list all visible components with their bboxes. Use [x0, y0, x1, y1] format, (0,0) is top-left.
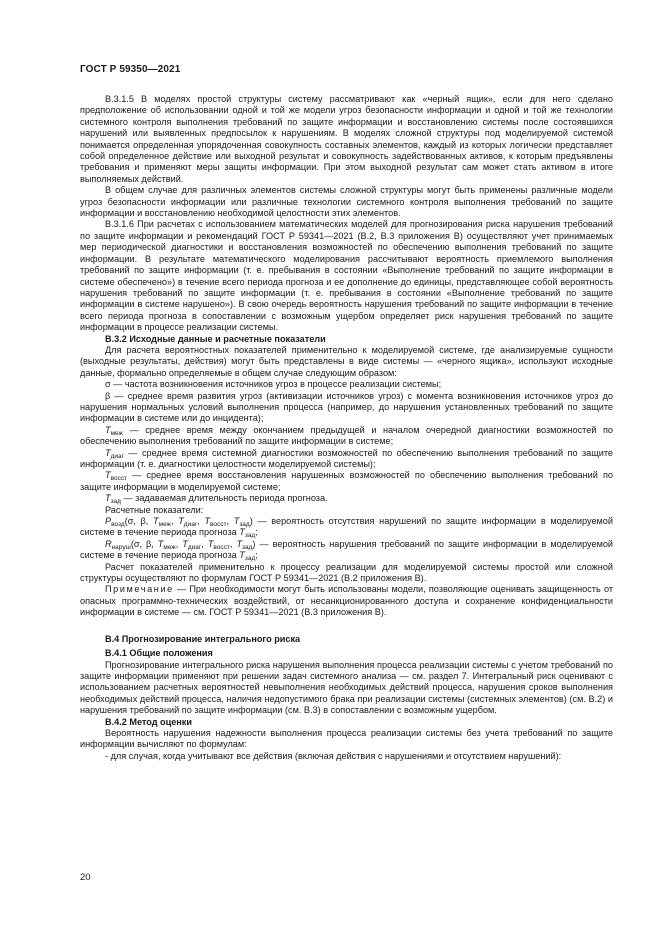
formula-p-vozd: $P_{возд}(\sigma$, β, $T_{меж}$, $T_{диаг}$, $T_{восст}$, $T_{зад}$) — вероятность отсутствия нарушений по защите информации в моделируемой системе в течение периода прогноза $T_{зад}$;: [80, 516, 613, 540]
paragraph-integral-risk: Прогнозирование интегрального риска нарушения выполнения процесса реализации системы с учетом требований по защите информации применяют при решении задач системного анализа — см. раздел 7. Интегральный риск оценивают с использованием расчетных вероятностей невыполнения необходимых действий процесса, нарушения сроков выполнения необходимых действий процесса, наличия недопустимого брака при реализации системы (системных элементов) (см. В.2) и нарушения требований по защите информации (см. В.3) в сопоставлении с возможным ущербом.: [80, 659, 613, 716]
paragraph-complex-structure: В общем случае для различных элементов системы сложной структуры могут быть применены различные модели угроз безопасности информации или различные технологии системного контроля выполнения требований по защите информации и восстановлению необходимой целостности этих элементов.: [80, 185, 613, 219]
definition-beta: β — среднее время развития угроз (активизации источников угроз) с момента возникновения источников угроз до нарушения нормальных условий выполнения процесса (например, до нарушения установленных требований по защите информации в системе или до инцидента);: [80, 390, 613, 424]
page-header: ГОСТ Р 59350—2021: [80, 64, 181, 75]
heading-b4-2: В.4.2 Метод оценки: [105, 716, 192, 727]
note: Примечание — При необходимости могут быть использованы модели, позволяющие оценивать защищенность от опасных программно-технических воздействий, от несанкционированного доступа и сохранение конфиденциальности информации в системе — см. ГОСТ Р 59341—2021 (В.3 приложения В).: [80, 584, 613, 618]
paragraph-b3-1-6: В.3.1.6 При расчетах с использованием математических моделей для прогнозирования риска нарушения требований по защите информации и рекомендаций ГОСТ Р 59341—2021 (В.2, В.3 приложения В) осуществляют учет принимаемых мер периодической диагностики и восстановления возможностей по обеспечению выполнения требований по защите информации. В результате математического моделирования рассчитывают вероятность приемлемого выполнения требований по защите информации (т. е. пребывания в состоянии «Выполнение требований по защите информации в системе обеспечено») в течение всего периода прогноза и ее дополнение до единицы, представляющее собой вероятность нарушения требований по защите информации (т. е. пребывания в состоянии «Выполнение требований по защите информации в системе нарушено»). В свою очередь вероятность нарушения требований по защите информации в течение всего периода прогноза в сопоставлении с возможным ущербом определяет риск нарушения требований по защите информации в процессе реализации системы.: [80, 219, 613, 333]
note-label: Примечание: [105, 584, 174, 595]
page-number: 20: [80, 872, 91, 883]
calculated-indicators-label: Расчетные показатели:: [105, 504, 204, 515]
heading-b4: В.4 Прогнозирование интегрального риска: [105, 633, 301, 644]
definition-t-zad: $T_{зад}$ — задаваемая длительность периода прогноза.: [105, 493, 328, 506]
paragraph-method: Вероятность нарушения надежности выполнения процесса реализации системы без учета требований по защите информации вычисляют по формулам:: [80, 727, 613, 750]
paragraph-all-actions-case: - для случая, когда учитывают все действия (включая действия с нарушениями и отсутствием нарушений):: [105, 750, 562, 761]
definition-t-diag: $T_{диаг}$ — среднее время системной диагностики возможностей по обеспечению выполнения требований по защите информации (т. е. диагностики целостности моделируемой системы);: [80, 447, 613, 469]
page-content: [80, 94, 613, 762]
heading-b3-2: В.3.2 Исходные данные и расчетные показатели: [105, 333, 326, 344]
heading-b4-1: В.4.1 Общие положения: [105, 648, 213, 659]
definition-t-mezh: $T_{меж}$ — среднее время между окончанием предыдущей и началом очередной диагностики возможностей по обеспечению выполнения требований по защите информации в системе;: [80, 424, 613, 447]
paragraph-input-data: Для расчета вероятностных показателей применительно к моделируемой системе, где анализируемые сущности (выходные результаты, действия) могут быть представлены в виде системы — «черного ящика», используют исходные данные, формально определяемые в общем случае следующим образом:: [80, 344, 613, 378]
paragraph-calculation: Расчет показателей применительно к процессу реализации для моделируемой системы простой или сложной структуры осуществляют по формулам ГОСТ Р 59341—2021 (В.2 приложения В).: [80, 561, 613, 584]
definition-sigma: σ — частота возникновения источников угроз в процессе реализации системы;: [105, 379, 442, 390]
definition-t-vosst: $T_{восст}$ — среднее время восстановления нарушенных возможностей по обеспечению выполнения требований по защите информации в моделируемой системе;: [80, 470, 613, 492]
paragraph-b3-1-5: В.3.1.5 В моделях простой структуры систему рассматривают как «черный ящик», если для него сделано предположение об использовании одной и той же модели угроз безопасности информации и одной и той же технологии системного контроля выполнения требований по защите информации и восстановлению системы после состоявшихся нарушений или выявленных предпосылок к нарушениям. В моделях сложной структуры под моделируемой системой понимается определенная упорядоченная совокупность составных элементов, каждый из которых логически представляет собой определенное действие или выходной результат и совокупность задействованных активов, к которым предъявлены требования и применяют меры защиты информации. При этом выходной результат сам может стать активом в итоге выполняемых действий.: [80, 94, 613, 184]
formula-r-narush: $R_{наруш}(\sigma$, β, $T_{меж}$, $T_{диаг}$, $T_{восст}$, $T_{зад}$) — вероятность нарушения требований по защите информации в моделируемой системе в течение периода прогноза $T_{зад}$;: [80, 538, 614, 563]
